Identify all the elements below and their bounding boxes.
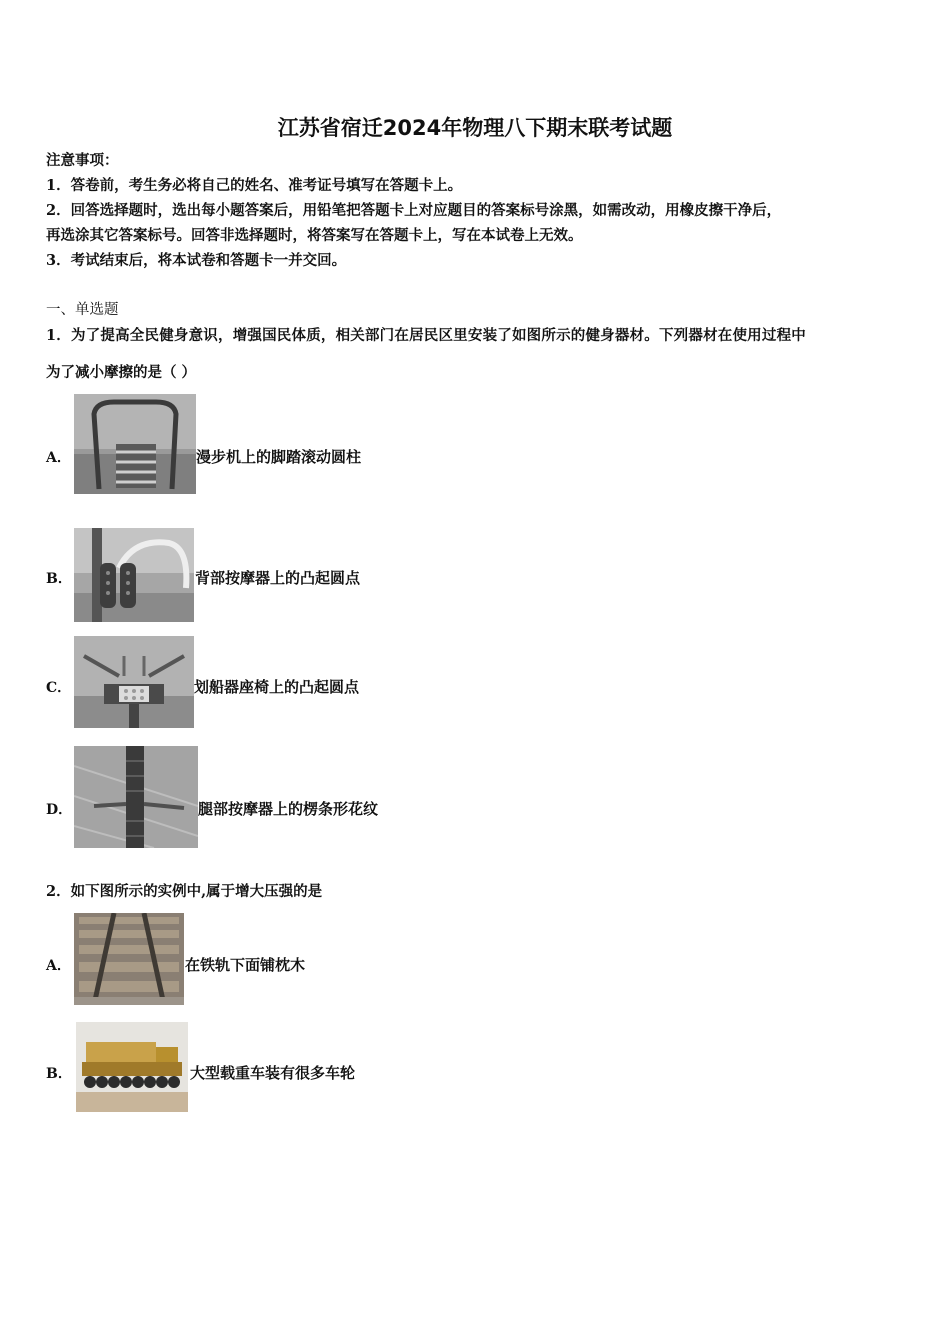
railway-track-photo — [74, 913, 184, 1005]
q1-stem-line2: 为了减小摩擦的是（ ） — [46, 364, 197, 381]
q1-option-b-text[interactable]: 背部按摩器上的凸起圆点 — [195, 569, 361, 587]
q1-option-d-label[interactable]: D． — [46, 802, 73, 818]
rowing-machine-photo — [74, 636, 194, 728]
treadmill-photo — [74, 394, 196, 494]
q1-option-a-label[interactable]: A． — [46, 450, 71, 466]
notice-item-2: 2．回答选择题时，选出每小题答案后，用铅笔把答题卡上对应题目的答案标号涂黑，如需改动，用橡皮擦干净后， — [46, 202, 782, 219]
q2-stem: 2．如下图所示的实例中,属于增大压强的是 — [46, 883, 323, 900]
q1-option-d-text[interactable]: 腿部按摩器上的楞条形花纹 — [198, 800, 379, 818]
q1-option-c-text[interactable]: 划船器座椅上的凸起圆点 — [194, 678, 360, 696]
notice-item-3: 3．考试结束后，将本试卷和答题卡一并交回。 — [46, 252, 347, 269]
q1-option-b-label[interactable]: B． — [46, 571, 72, 587]
notice-item-2-cont: 再选涂其它答案标号。回答非选择题时，将答案写在答题卡上，写在本试卷上无效。 — [46, 227, 583, 244]
heavy-truck-photo — [76, 1022, 188, 1112]
q1-option-c-label[interactable]: C． — [46, 680, 72, 696]
notice-item-1: 1．答卷前，考生务必将自己的姓名、准考证号填写在答题卡上。 — [46, 177, 463, 194]
q1-stem-line1: 1．为了提高全民健身意识，增强国民体质，相关部门在居民区里安装了如图所示的健身器材。下列器材在使用过程中 — [46, 327, 806, 344]
back-massager-photo — [74, 528, 194, 622]
q2-option-b-text[interactable]: 大型载重车装有很多车轮 — [190, 1064, 356, 1082]
exam-title: 江苏省宿迁2024年物理八下期末联考试题 — [277, 116, 673, 140]
leg-massager-photo — [74, 746, 198, 848]
section-heading: 一、单选题 — [46, 302, 119, 318]
q2-option-a-text[interactable]: 在铁轨下面铺枕木 — [185, 956, 306, 974]
q2-option-b-label[interactable]: B． — [46, 1066, 72, 1082]
notice-heading: 注意事项： — [46, 152, 119, 169]
q1-option-a-text[interactable]: 漫步机上的脚踏滚动圆柱 — [196, 448, 362, 466]
q2-option-a-label[interactable]: A． — [46, 958, 71, 974]
